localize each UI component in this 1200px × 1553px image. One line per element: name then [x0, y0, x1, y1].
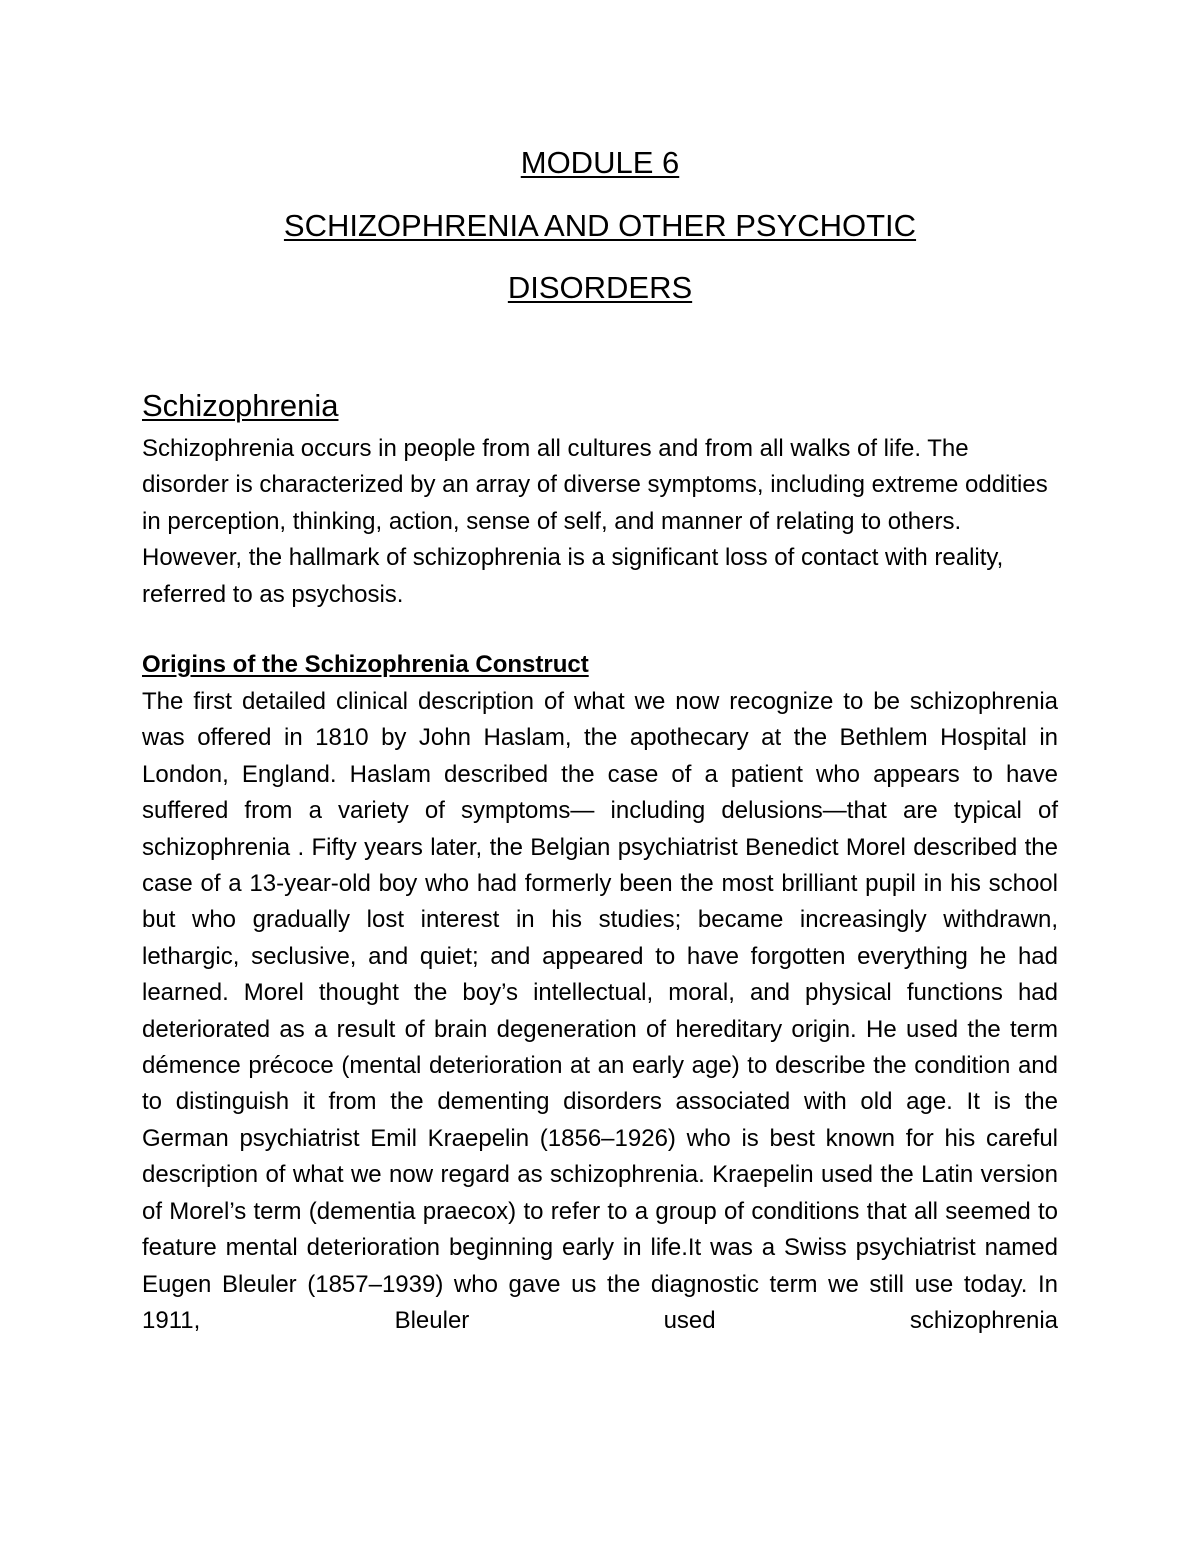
origins-paragraph: The first detailed clinical description of what we now recognize to be schizophrenia was offered in 1810 by John Haslam, the apothecary at the Bethlem Hospital in London, England. Haslam described the case of a patient who appears to have suffered from a variety of symptoms— including delusions—that are typical of schizophrenia . Fifty years later, the Belgian psychiatrist Benedict Morel described the case of a 13-year-old boy who had formerly been the most brilliant pupil in his school but who gradually lost interest in his studies; became increasingly withdrawn, lethargic, seclusive, and quiet; and appeared to have forgotten everything he had learned. Morel thought the boy’s intellectual, moral, and physical functions had deteriorated as a result of brain degeneration of hereditary origin. He used the term démence précoce (mental deterioration at an early age) to describe the condition and to distinguish it from the dementing disorders associated with old age. It is the German psychiatrist Emil Kraepelin (1856–1926) who is best known for his careful description of what we now regard as schizophrenia. Kraepelin used the Latin version of Morel’s term (dementia praecox) to refer to a group of conditions that all seemed to feature mental deterioration beginning early in life.It was a Swiss psychiatrist named Eugen Bleuler (1857–1939) who gave us the diagnostic term we still use today. In 1911, Bleuler used schizophrenia: [142, 688, 1058, 1334]
subsection-heading: Origins of the Schizophrenia Construct: [142, 651, 589, 678]
document-title-line-2: DISORDERS: [507, 270, 693, 305]
module-title: MODULE 6: [520, 145, 680, 180]
intro-paragraph: Schizophrenia occurs in people from all cultures and from all walks of life. The disorder is characterized by an array of diverse symptoms, including extreme oddities in perception, thinking, action, sense of self, and manner of relating to others. However, the hallmark of schizophrenia is a significant loss of contact with reality, referred to as psychosis.: [142, 435, 1048, 608]
section-heading: Schizophrenia: [142, 388, 339, 423]
document-title-line-1: SCHIZOPHRENIA AND OTHER PSYCHOTIC: [283, 208, 917, 243]
